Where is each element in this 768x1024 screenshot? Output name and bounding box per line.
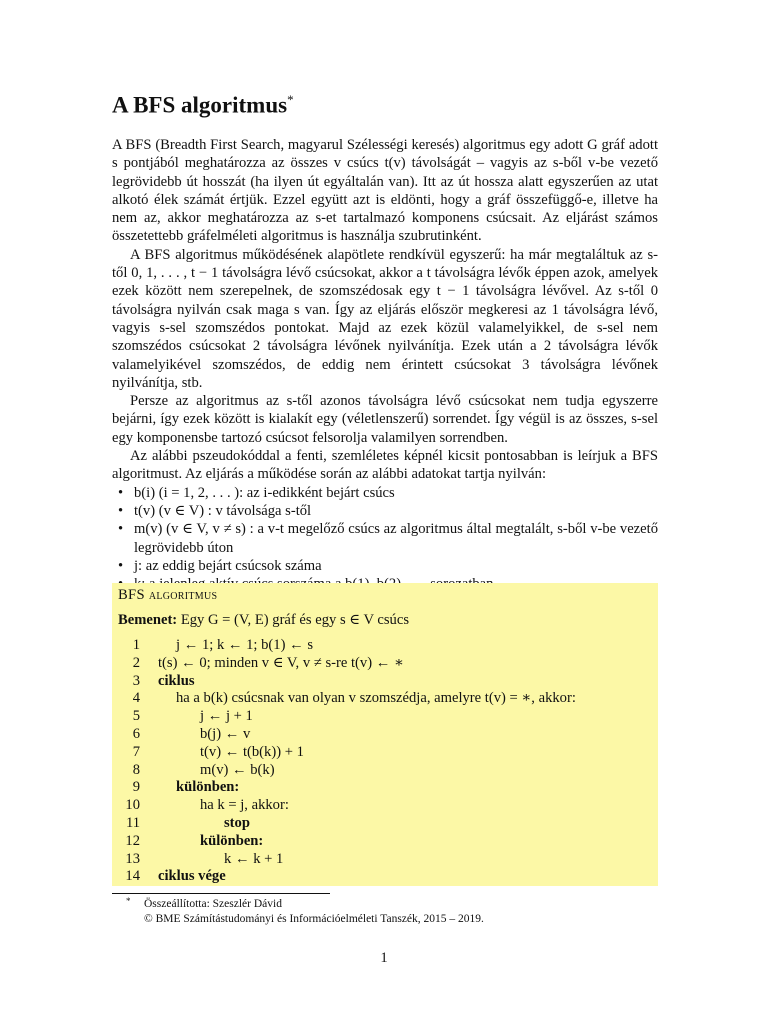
algorithm-line [112, 868, 658, 886]
body-text [112, 136, 658, 593]
title-text: A BFS algoritmus [112, 92, 288, 118]
algorithm-line [112, 690, 658, 708]
line-number: 3 [132, 672, 140, 689]
line-code: k ← k + 1 [224, 850, 284, 867]
line-number: 13 [125, 850, 140, 867]
footnote-copyright: © BME Számítástudományi és Információelméleti Tanszék, 2015 – 2019. [144, 913, 484, 925]
algorithm-line [112, 744, 658, 762]
page-number: 1 [380, 950, 388, 966]
algorithm-line [112, 762, 658, 780]
algorithm-line [112, 726, 658, 744]
algorithm-line [112, 833, 658, 851]
line-number: 8 [132, 761, 140, 778]
footnote-marker: * [126, 896, 131, 906]
algorithm-input-text: Egy G = (V, E) gráf és egy s ∈ V csúcs [177, 612, 409, 628]
line-code: különben: [200, 832, 264, 849]
line-number: 12 [125, 832, 140, 849]
line-code: j ← j + 1 [200, 708, 253, 725]
variable-item-j: • j: az eddig bejárt csúcsok száma [134, 557, 658, 575]
line-number: 2 [132, 654, 140, 671]
line-code: m(v) ← b(k) [200, 761, 275, 778]
line-number: 4 [132, 690, 140, 707]
algorithm-line [112, 851, 658, 869]
line-number: 6 [132, 725, 140, 742]
variable-item-t: • t(v) (v ∈ V) : v távolsága s-től [134, 502, 658, 520]
paragraph-idea: A BFS algoritmus működésének alapötlete rendkívül egyszerű: ha már megtaláltuk az s-től 0, 1, . . . , t − 1 távolságra lévő csúcsokat, akkor a t távolságra lévők éppen azok, amelyek ezek között nem szerepelnek, de szomszédosak egy t − 1 távolságra lévővel. Az s-től 0 távolságra nyilván csak maga s van. Így az eljárás először megkeresi az 1 távolságra lévő, vagyis s-sel szomszédos pontokat. Majd az ezek közül valamelyikkel, de s-sel nem szomszédos csúcsokat 2 távolságra lévőnek nyilvánítja. Ezek után a 2 távolságra lévők valamelyikével szomszédos, de eddig nem érintett csúcsokat 3 távolságra lévőnek nyilvánítja, stb. [112, 246, 658, 391]
paragraph-intro: A BFS (Breadth First Search, magyarul Szélességi keresés) algoritmus egy adott G gráf adott s pontjából meghatározza az összes v csúcs t(v) távolságát – vagyis az s-ből v-be vezető legrövidebb út hosszát (ha ilyen út egyáltalán van). Itt az út hossza alatt egyszerűen az utat alkotó élek számát értjük. Ezzel együtt azt is eldönti, hogy a gráf összefüggő-e, illetve ha nem az, akkor meghatározza az s-et tartalmazó komponens csúcsait. Az eljárást számos összetettebb gráfelméleti algoritmus is használja szubrutinként. [112, 137, 658, 245]
paragraph-pseudocode-intro: Az alábbi pszeudokóddal a fenti, szemléletes képnél kicsit pontosabban is leírjuk a BFS algoritmust. Az eljárás a működése során az alábbi adatokat tartja nyilván: [112, 448, 658, 483]
algorithm-input [118, 611, 409, 629]
algorithm-lines [112, 637, 658, 886]
line-code: t(v) ← t(b(k)) + 1 [200, 743, 304, 760]
algorithm-line [112, 673, 658, 691]
variable-item-b: • b(i) (i = 1, 2, . . . ): az i-edikként bejárt csúcs [134, 484, 658, 502]
variable-item-m: • m(v) (v ∈ V, v ≠ s) : a v-t megelőző csúcs az algoritmus által megtalált, s-ből v-be vezető legrövidebb úton [134, 520, 658, 557]
line-code: j ← 1; k ← 1; b(1) ← s [176, 637, 314, 653]
line-code: ciklus [158, 672, 195, 689]
page-title [112, 92, 294, 119]
line-number: 11 [125, 814, 140, 831]
line-number: 5 [132, 708, 140, 725]
line-code: ciklus vége [158, 868, 226, 885]
line-number: 7 [132, 743, 140, 760]
line-code: különben: [176, 779, 240, 796]
algorithm-line [112, 708, 658, 726]
algorithm-input-label: Bemenet: [118, 612, 178, 628]
algorithm-line [112, 655, 658, 673]
line-code: b(j) ← v [200, 725, 251, 742]
line-code: ha k = j, akkor: [200, 797, 289, 814]
algorithm-title: BFS algoritmus [118, 587, 218, 603]
algorithm-line [112, 779, 658, 797]
title-footnote-mark: * [287, 92, 294, 107]
paragraph-order: Persze az algoritmus az s-től azonos távolságra lévő csúcsokat nem tudja egyszerre bejárni, így ezek között is kialakít egy (véletlenszerű) sorrendet. Így végül is az összes, s-sel egy komponensbe tartozó csúcsot felsorolja valamilyen sorrendben. [112, 393, 658, 446]
algorithm-box [112, 583, 658, 886]
line-code: t(s) ← 0; minden v ∈ V, v ≠ s-re t(v) ← ∗ [158, 654, 404, 671]
algorithm-line [112, 797, 658, 815]
footnote-author: Összeállította: Szeszlér Dávid [144, 898, 282, 910]
line-number: 14 [125, 868, 140, 885]
line-number: 9 [132, 779, 140, 796]
algorithm-line [112, 637, 658, 655]
variable-list [112, 484, 658, 594]
line-code: stop [224, 814, 250, 831]
line-number: 1 [132, 637, 140, 653]
line-code: ha a b(k) csúcsnak van olyan v szomszédja, amelyre t(v) = ∗, akkor: [176, 690, 576, 707]
line-number: 10 [125, 797, 140, 814]
footnote-rule [112, 893, 330, 894]
algorithm-line [112, 815, 658, 833]
